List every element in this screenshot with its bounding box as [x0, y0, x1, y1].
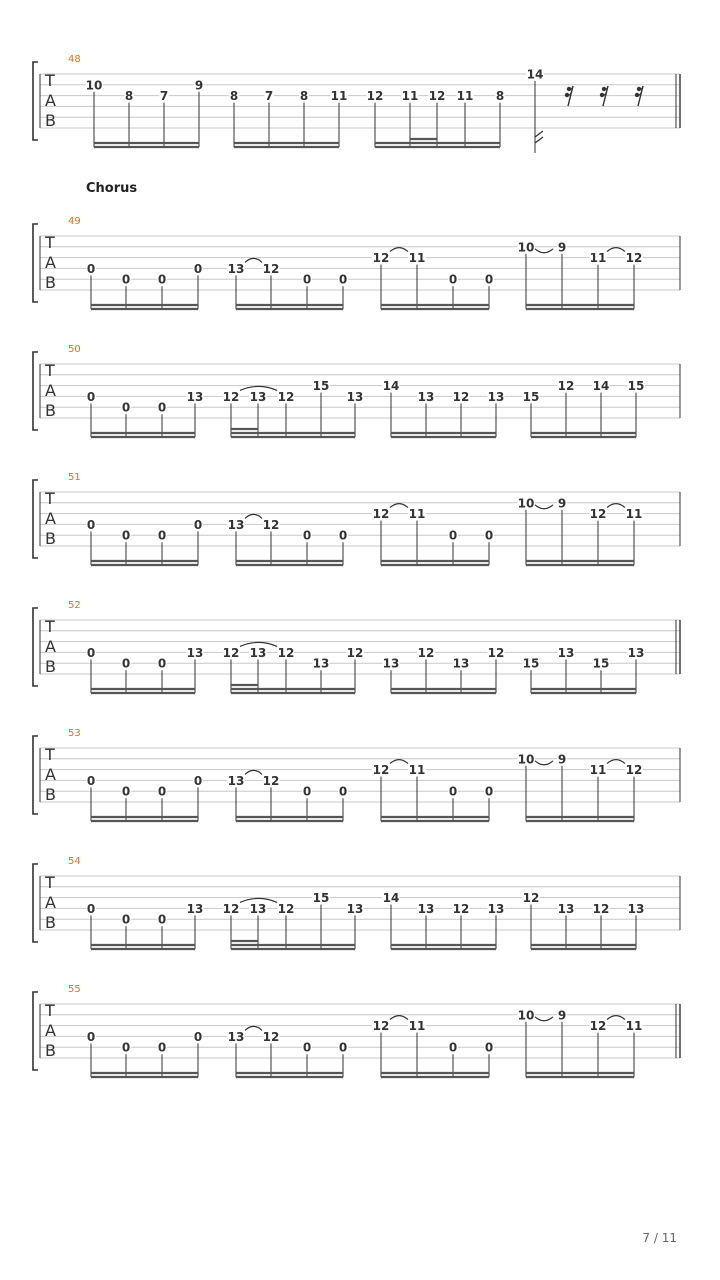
fret-number: 0	[86, 645, 96, 660]
fret-number: 12	[452, 901, 470, 916]
fret-number: 13	[487, 389, 505, 404]
fret-number: 0	[86, 1029, 96, 1044]
fret-number: 15	[312, 379, 330, 394]
fret-number: 0	[121, 784, 131, 799]
fret-number: 13	[346, 901, 364, 916]
fret-number: 0	[86, 901, 96, 916]
fret-number: 12	[222, 901, 240, 916]
tab-clef-letter: T	[45, 617, 55, 636]
system-bracket	[33, 352, 38, 430]
fret-number: 0	[484, 272, 494, 287]
tie-arc	[390, 1016, 408, 1020]
fret-number: 0	[157, 400, 167, 415]
fret-number: 12	[625, 763, 643, 778]
fret-number: 13	[227, 1029, 245, 1044]
measure-number: 55	[68, 984, 81, 995]
tie-arc	[607, 248, 625, 252]
tab-clef-letter: B	[45, 111, 56, 130]
fret-number: 12	[262, 517, 280, 532]
fret-number: 0	[157, 528, 167, 543]
fret-number: 11	[408, 1019, 426, 1034]
tab-clef-letter: B	[45, 785, 56, 804]
fret-number: 11	[330, 89, 348, 104]
fret-number: 0	[86, 261, 96, 276]
fret-number: 0	[121, 1040, 131, 1055]
fret-number: 10	[517, 240, 535, 255]
tab-clef-letter: T	[45, 489, 55, 508]
tie-arc	[245, 1026, 262, 1030]
tie-arc	[245, 770, 262, 774]
fret-number: 11	[589, 251, 607, 266]
measure-number: 51	[68, 472, 81, 483]
system-bracket	[33, 864, 38, 942]
fret-number: 13	[417, 389, 435, 404]
fret-number: 0	[193, 517, 203, 532]
fret-number: 13	[346, 389, 364, 404]
fret-number: 12	[277, 645, 295, 660]
tab-clef-letter: B	[45, 1041, 56, 1060]
fret-number: 13	[487, 901, 505, 916]
fret-number: 14	[382, 379, 400, 394]
fret-number: 14	[526, 67, 544, 82]
tab-system-48	[33, 54, 680, 153]
tab-clef-letter: A	[45, 637, 56, 656]
fret-number: 10	[517, 752, 535, 767]
fret-number: 0	[302, 784, 312, 799]
measure-number: 50	[68, 344, 81, 355]
system-bracket	[33, 62, 38, 140]
fret-number: 12	[372, 507, 390, 522]
fret-number: 15	[627, 379, 645, 394]
fret-number: 12	[589, 507, 607, 522]
tab-clef-letter: B	[45, 529, 56, 548]
tie-arc	[535, 761, 553, 765]
fret-number: 0	[484, 1040, 494, 1055]
fret-number: 12	[625, 251, 643, 266]
fret-number: 12	[592, 901, 610, 916]
fret-number: 13	[312, 656, 330, 671]
tab-clef-letter: A	[45, 765, 56, 784]
page-number: 7 / 11	[642, 1231, 677, 1245]
tie-arc	[535, 1017, 553, 1021]
system-bracket	[33, 480, 38, 558]
measure-number: 48	[68, 54, 81, 65]
tab-clef-letter: T	[45, 745, 55, 764]
fret-number: 0	[121, 272, 131, 287]
tie-arc	[607, 1016, 625, 1020]
tab-clef-letter: A	[45, 91, 56, 110]
note-flag	[535, 131, 543, 137]
fret-number: 12	[428, 89, 446, 104]
fret-number: 12	[222, 389, 240, 404]
system-bracket	[33, 608, 38, 686]
fret-number: 9	[557, 752, 567, 767]
fret-number: 14	[592, 379, 610, 394]
tab-system-50	[33, 344, 680, 437]
fret-number: 0	[157, 656, 167, 671]
tab-clef-letter: A	[45, 509, 56, 528]
tie-arc	[607, 760, 625, 764]
fret-number: 13	[452, 656, 470, 671]
tab-clef-letter: T	[45, 1001, 55, 1020]
tie-arc	[390, 504, 408, 508]
fret-number: 7	[264, 89, 274, 104]
tab-clef-letter: T	[45, 361, 55, 380]
fret-number: 13	[417, 901, 435, 916]
tab-clef-letter: A	[45, 253, 56, 272]
fret-number: 11	[408, 251, 426, 266]
fret-number: 12	[589, 1019, 607, 1034]
tie-arc	[390, 248, 408, 252]
system-bracket	[33, 224, 38, 302]
fret-number: 13	[186, 389, 204, 404]
section-label-chorus: Chorus	[86, 181, 138, 196]
fret-number: 13	[227, 261, 245, 276]
fret-number: 0	[86, 773, 96, 788]
fret-number: 12	[522, 891, 540, 906]
tie-arc	[535, 249, 553, 253]
tab-clef-letter: B	[45, 401, 56, 420]
tab-clef-letter: A	[45, 1021, 56, 1040]
fret-number: 12	[262, 773, 280, 788]
tie-arc	[535, 505, 553, 509]
fret-number: 12	[346, 645, 364, 660]
system-bracket	[33, 736, 38, 814]
tab-clef-letter: A	[45, 381, 56, 400]
fret-number: 13	[249, 901, 267, 916]
fret-number: 0	[121, 400, 131, 415]
fret-number: 0	[484, 784, 494, 799]
measure-number: 52	[68, 600, 81, 611]
fret-number: 12	[222, 645, 240, 660]
fret-number: 15	[522, 389, 540, 404]
fret-number: 12	[262, 261, 280, 276]
fret-number: 0	[338, 272, 348, 287]
fret-number: 0	[193, 773, 203, 788]
fret-number: 12	[417, 645, 435, 660]
system-bracket	[33, 992, 38, 1070]
fret-number: 0	[193, 1029, 203, 1044]
fret-number: 15	[312, 891, 330, 906]
tab-system-51	[33, 472, 680, 565]
tab-clef-letter: T	[45, 233, 55, 252]
tie-arc	[390, 760, 408, 764]
tab-clef-letter: T	[45, 873, 55, 892]
fret-number: 12	[366, 89, 384, 104]
fret-number: 13	[557, 645, 575, 660]
fret-number: 0	[193, 261, 203, 276]
fret-number: 12	[487, 645, 505, 660]
fret-number: 13	[227, 773, 245, 788]
fret-number: 12	[262, 1029, 280, 1044]
fret-number: 0	[121, 912, 131, 927]
fret-number: 11	[589, 763, 607, 778]
fret-number: 0	[121, 528, 131, 543]
fret-number: 0	[302, 1040, 312, 1055]
tie-arc	[607, 504, 625, 508]
fret-number: 8	[495, 89, 505, 104]
fret-number: 11	[456, 89, 474, 104]
fret-number: 12	[372, 763, 390, 778]
fret-number: 0	[121, 656, 131, 671]
fret-number: 0	[484, 528, 494, 543]
fret-number: 0	[157, 272, 167, 287]
fret-number: 0	[157, 1040, 167, 1055]
fret-number: 0	[86, 389, 96, 404]
fret-number: 0	[302, 272, 312, 287]
fret-number: 13	[557, 901, 575, 916]
fret-number: 9	[557, 240, 567, 255]
fret-number: 10	[85, 78, 103, 93]
measure-number: 54	[68, 856, 81, 867]
fret-number: 0	[448, 272, 458, 287]
tab-clef-letter: B	[45, 273, 56, 292]
fret-number: 13	[627, 645, 645, 660]
measure-number: 49	[68, 216, 81, 227]
tab-clef-letter: T	[45, 71, 55, 90]
fret-number: 11	[408, 507, 426, 522]
fret-number: 10	[517, 496, 535, 511]
fret-number: 13	[249, 389, 267, 404]
fret-number: 13	[227, 517, 245, 532]
fret-number: 11	[625, 1019, 643, 1034]
fret-number: 12	[277, 901, 295, 916]
fret-number: 12	[277, 389, 295, 404]
fret-number: 12	[372, 251, 390, 266]
fret-number: 0	[338, 1040, 348, 1055]
tab-system-55	[33, 984, 680, 1077]
fret-number: 12	[452, 389, 470, 404]
fret-number: 15	[592, 656, 610, 671]
tab-system-52	[33, 600, 680, 693]
tab-system-53	[33, 728, 680, 821]
tab-system-49	[33, 216, 680, 309]
tab-clef-letter: B	[45, 657, 56, 676]
fret-number: 7	[159, 89, 169, 104]
fret-number: 0	[448, 1040, 458, 1055]
fret-number: 14	[382, 891, 400, 906]
fret-number: 11	[408, 763, 426, 778]
fret-number: 9	[194, 78, 204, 93]
fret-number: 12	[372, 1019, 390, 1034]
tab-system-54	[33, 856, 680, 949]
fret-number: 11	[401, 89, 419, 104]
fret-number: 8	[299, 89, 309, 104]
tab-clef-letter: A	[45, 893, 56, 912]
fret-number: 0	[157, 912, 167, 927]
fret-number: 0	[157, 784, 167, 799]
fret-number: 8	[124, 89, 134, 104]
tab-clef-letter: B	[45, 913, 56, 932]
fret-number: 9	[557, 496, 567, 511]
fret-number: 13	[186, 901, 204, 916]
measure-number: 53	[68, 728, 81, 739]
fret-number: 15	[522, 656, 540, 671]
fret-number: 0	[86, 517, 96, 532]
fret-number: 13	[382, 656, 400, 671]
fret-number: 12	[557, 379, 575, 394]
fret-number: 0	[338, 528, 348, 543]
tie-arc	[245, 258, 262, 262]
fret-number: 0	[338, 784, 348, 799]
fret-number: 9	[557, 1008, 567, 1023]
tie-arc	[245, 514, 262, 518]
fret-number: 8	[229, 89, 239, 104]
fret-number: 13	[627, 901, 645, 916]
fret-number: 13	[249, 645, 267, 660]
fret-number: 13	[186, 645, 204, 660]
fret-number: 0	[302, 528, 312, 543]
note-flag	[535, 137, 543, 143]
fret-number: 10	[517, 1008, 535, 1023]
fret-number: 11	[625, 507, 643, 522]
fret-number: 0	[448, 528, 458, 543]
fret-number: 0	[448, 784, 458, 799]
